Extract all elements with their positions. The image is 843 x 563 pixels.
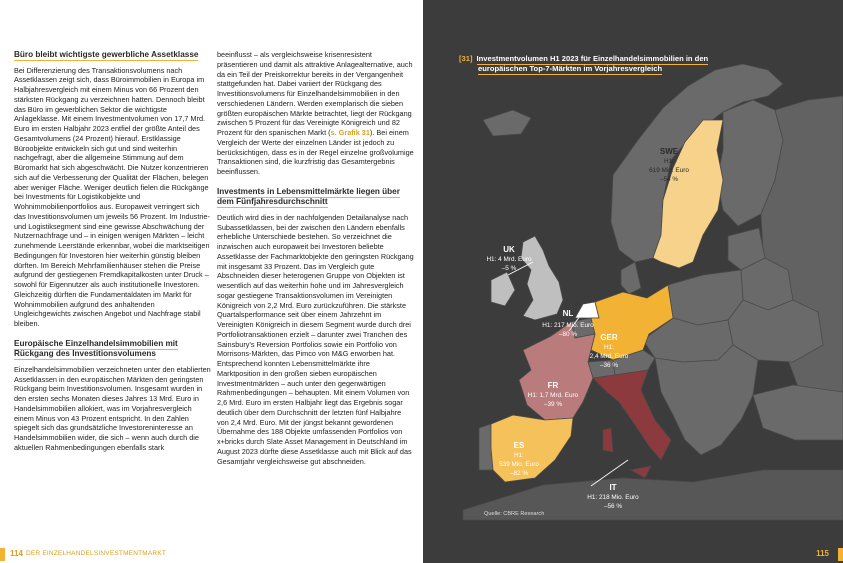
label-es-value-1: H1: [514, 452, 524, 459]
section-heading-retail: Europäische Einzelhandelsimmobilien mit Rückgang des Investitionsvolumens [14, 338, 178, 359]
paragraph-grocery: Deutlich wird dies in der nachfolgenden Detailanalyse nach Subassetklassen, bei der zwischen den Ländern ebenfalls erhebliche Unterschiede bestehen. So verzeichnet die inzwischen auch europaweit bei Investoren beliebte Assetklasse der Fachmarktobjekte den geringsten Rückgang mit insgesamt 33 Prozent. Das im Vergleich gute Abschneiden dieser heterogenen Gruppe von Objekten ist wesentlich auf das weiterhin hohe und im Jahresvergleich sogar gestiegene Transaktionsvolumen im Vereinigten Königreich von 2,2 Mrd. Euro zurückzuführen. Die stärkste Quartalsperformance seit über einem Jahrzehnt im Vereinigten Königreich in diesem Segment wurde durch drei Portfoliotransaktionen erzielt – darunter zwei Tranchen des Sainsbury's Reversion Portfolios sowie ein Portfolio von Morrisons-Märkten, das Pimco von M&G erworben hat. Entsprechend konnten Lebensmittelmärkte ihre Marktposition in den großen sieben europäischen Investmentmärkten – auch unter den gegenwärtigen Rahmenbedingungen – behaupten. Mit einem Volumen von 2,6 Mrd. Euro im ersten Halbjahr liegt das Ergebnis sogar deutlich über dem Durchschnitt der letzten fünf Halbjahre von 2,4 Mrd. Euro. Mit der jüngst bekannt gewordenen Übernahme des 188 Objekte umfassenden Portfolios von x+bricks durch Slate Asset Management in Deutschland im August 2023 dürfte diese Assetklasse auch mit Blick auf das Gesamtjahr vergleichsweise gut abschneiden. [217, 212, 414, 466]
figure-title: [31] Investmentvolumen H1 2023 für Einzelhandelsimmobilien in den europäischen Top-7-Märkten im Vorjahresvergleich [459, 54, 709, 73]
map-turkey [753, 385, 843, 440]
page-number-left: 114 [10, 549, 23, 558]
text-column-1 [14, 46, 213, 453]
map-sicily [631, 466, 651, 478]
map-sardinia [603, 428, 613, 452]
label-es-change: –82 % [509, 470, 529, 477]
label-swe-value-2: 619 Mio. Euro [649, 167, 689, 174]
label-it-code: IT [609, 483, 617, 492]
label-it-change: –56 % [603, 503, 623, 510]
label-ger-change: –36 % [599, 362, 619, 369]
section-heading-office: Büro bleibt wichtigste gewerbliche Assetklasse [14, 50, 199, 59]
label-ger-value-2: 2,4 Mrd. Euro [589, 353, 629, 360]
page-number-right: 115 [816, 549, 829, 558]
label-ger-code: GER [600, 333, 618, 342]
map-balkans [655, 345, 758, 455]
label-ger-value-1: H1: [604, 344, 614, 351]
figure-reference-link[interactable]: s. Grafik 31 [330, 128, 370, 137]
label-es-value-2: 539 Mio. Euro [499, 461, 539, 468]
label-nl-value: H1: 217 Mio. Euro [542, 322, 594, 329]
paragraph-retail: Einzelhandelsimmobilien verzeichneten unter den etablierten Assetklassen in den europäischen Märkten den geringsten Rückgang beim Investitionsvolumen. Insgesamt wurden in den ersten sechs Monaten dieses Jahres 13 Mrd. Euro in Handelsimmobilien allokiert, was im Vorjahresvergleich einem Minus von 43 Prozent entspricht. In den Zahlen spiegelt sich das grundsätzliche Investoreninteresse an Handelsimmobilien wider, die sich – wenn auch durch die aktuellen Rahmenbedingungen ebenfalls stark [14, 364, 211, 452]
footer-accent-bar [0, 548, 5, 561]
map-uk [521, 236, 563, 320]
label-it-value: H1: 218 Mio. Euro [587, 494, 639, 501]
label-uk-value: H1: 4 Mrd. Euro [486, 256, 532, 263]
label-es-code: ES [513, 441, 525, 450]
figure-source: Quelle: CBRE Research [484, 511, 545, 517]
europe-map [423, 0, 843, 563]
text-column-2 [217, 50, 414, 466]
label-fr-code: FR [547, 381, 559, 390]
label-nl-code: NL [562, 309, 574, 318]
map-spain [491, 415, 573, 482]
label-nl-change: –80 % [558, 331, 578, 338]
label-swe-value-1: H1: [664, 158, 674, 165]
left-footer [0, 545, 423, 563]
map-denmark [621, 262, 641, 294]
label-fr-value: H1: 1,7 Mrd. Euro [527, 392, 579, 399]
footer-accent-bar [838, 548, 843, 561]
paragraph-office: Bei Differenzierung des Transaktionsvolumens nach Assetklassen zeigt sich, dass Büroimmobilien in Europa im Halbjahresvergleich mit einem Minus von 66 Prozent den stärksten Rückgang zu verzeichnen hatten. Dennoch bleibt das Büro im gewerblichen Sektor die wichtigste Anlageklasse. Mit einem Investmentvolumen von 17,7 Mrd. Euro im ersten Halbjahr 2023 entfiel der größte Anteil des Gesamtvolumens (24 Prozent) hierauf. Erstklassige Büroobjekte entwickeln sich gut und sind weiterhin nachgefragt, aber die allgemeine Stimmung auf dem Büromarkt hat sich abgeschwächt. Die Nutzer konzentrieren sich auf die Verbesserung der Qualität der Flächen, belegen aber weniger Fläche. Weniger deutlich fielen die Rückgänge bei Investments für Logistikobjekte und Wohnimmobilienportfolios aus. Europaweit verringert sich das Investitionsvolumen um jeweils 56 Prozent. Im Industrie- und Logistiksegment sind eine gewisse Abschwächung der Nutzernachfrage und – in einigen wenigen Märkten – leicht zunehmende Leerstände erkennbar, wobei die marktseitigen Bedingungen für Investoren hier weiterhin günstig bleiben dürften. Im Bereich Mehrfamilienhäuser stehen die Preise aufgrund der gestiegenen Fremdkapitalkosten unter Druck – sowohl für Eigennutzer als auch institutionelle Investoren. Gleichzeitig dürften die Fundamentaldaten im Markt für Wohnimmobilien aufgrund des anhaltenden Ungleichgewichts zwischen Angebot und Nachfrage stabil bleiben. [14, 65, 210, 328]
running-title: DER EINZELHANDELSINVESTMENTMARKT [26, 550, 167, 557]
map-iceland [483, 110, 531, 136]
label-fr-change: –39 % [543, 401, 563, 408]
label-swe-change: –54 % [659, 176, 679, 183]
section-heading-grocery: Investments in Lebensmittelmärkte liegen über dem Fünfjahresdurchschnitt [217, 186, 400, 207]
label-uk-code: UK [503, 245, 515, 254]
label-swe-code: SWE [659, 147, 679, 156]
figure-number: [31] [459, 54, 473, 63]
paragraph-retail-continued: beeinflusst – als vergleichsweise krisenresistent präsentieren und damit als attraktive Anlagealternative, auch da ein Teil der Preiskorrektur bereits in der Vergangenheit stattgefunden hat. Dabei variiert der Rückgang des Investitionsvolumens für Einzelhandelsimmobilien in den verschiedenen Ländern. Werden exemplarisch die sieben größten europäischen Märkte betrachtet, liegt der Rückgang zwischen 5 Prozent für das Vereinigte Königreich und 82 Prozent für den spanischen Markt (s. Grafik 31). Bei einem Vergleich der Werte der einzelnen Länder ist jedoch zu berücksichtigen, dass es in der Regel einzelne großvolumige Transaktionen sind, die kurzfristig das Gesamtergebnis beeinflussen. [217, 50, 414, 176]
right-footer [783, 545, 843, 563]
map-ireland [491, 272, 515, 306]
right-page [423, 0, 843, 563]
label-uk-change: –5 % [501, 265, 517, 272]
